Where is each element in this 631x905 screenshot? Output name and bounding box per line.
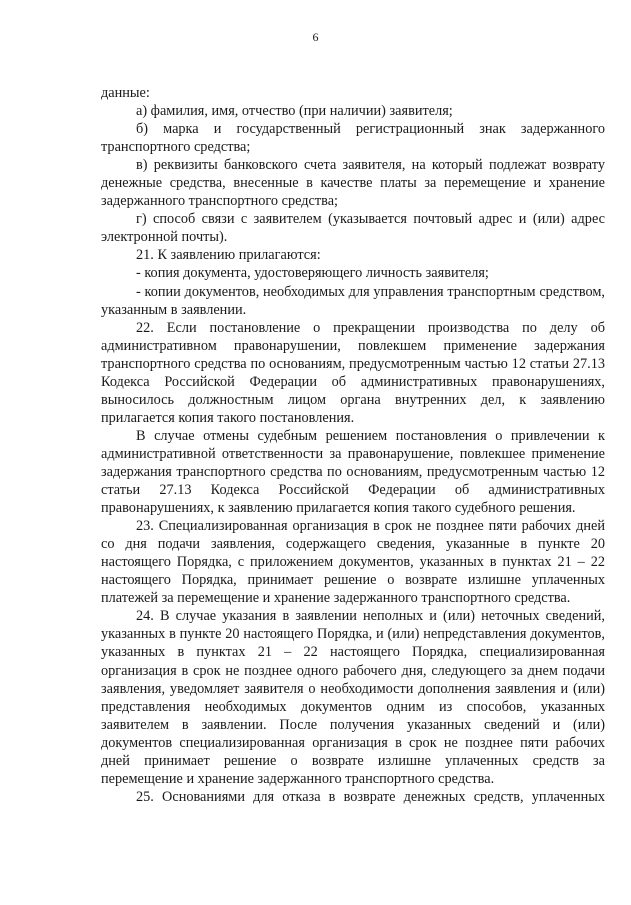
paragraph-item-v: в) реквизиты банковского счета заявителя, на который подлежат возврату денежные средства, внесенные в качестве платы за перемещение и хранение задержанного транспортного средства; (101, 157, 605, 210)
paragraph-item-b: б) марка и государственный регистрационный знак задержанного транспортного средства; (101, 121, 605, 156)
paragraph-21: 21. К заявлению прилагаются: (136, 247, 321, 264)
paragraph-22-court: В случае отмены судебным решением постановления о привлечении к административной ответственности за правонарушение, повлекшее применение задержания транспортного средства по основаниям, предусмотренным частью 12 статьи 27.13 Кодекса Российской Федерации об административных правонарушениях, к заявлению прилагается копия такого судебного решения. (101, 427, 605, 517)
paragraph-data-intro: данные: (101, 85, 150, 101)
paragraph-item-g: г) способ связи с заявителем (указывается почтовый адрес и (или) адрес электронной почты). (101, 211, 605, 246)
paragraph-21-item-1: - копия документа, удостоверяющего личность заявителя; (136, 265, 489, 282)
paragraph-23: 23. Специализированная организация в срок не позднее пяти рабочих дней со дня подачи заявления, содержащего сведения, указанные в пункте 20 настоящего Порядка, с приложением документов, указанных в пунктах 21 – 22 настоящего Порядка, принимает решение о возврате излишне уплаченных платежей за перемещение и хранение задержанного транспортного средства. (101, 518, 605, 607)
paragraph-25: 25. Основаниями для отказа в возврате денежных средств, уплаченных (136, 788, 605, 805)
page-number: 6 (312, 30, 319, 44)
paragraph-24: 24. В случае указания в заявлении неполных и (или) неточных сведений, указанных в пункте 20 настоящего Порядка, и (или) непредставления документов, указанных в пунктах 21 – 22 настоящего Порядка, специализированная организация в срок не позднее одного рабочего дня, следующего за днем подачи заявления, уведомляет заявителя о необходимости дополнения заявления и (или) представления необходимых документов одним из способов, указанных заявителем в заявлении. После получения указанных сведений и (или) документов специализированная организация в срок не позднее пяти рабочих дней принимает решение о возврате излишне уплаченных средств за перемещение и хранение задержанного транспортного средства. (101, 608, 605, 787)
paragraph-22: 22. Если постановление о прекращении производства по делу об административном правонарушении, повлекшем применение задержания транспортного средства по основаниям, предусмотренным частью 12 статьи 27.13 Кодекса Российской Федерации об административных правонарушениях, выносилось должностным лицом органа внутренних дел, к заявлению прилагается копия такого постановления. (101, 319, 605, 426)
document-body (101, 84, 605, 806)
paragraph-21-item-2: - копии документов, необходимых для управления транспортным средством, указанным в заявлении. (101, 283, 605, 318)
paragraph-item-a: а) фамилия, имя, отчество (при наличии) заявителя; (136, 103, 453, 120)
